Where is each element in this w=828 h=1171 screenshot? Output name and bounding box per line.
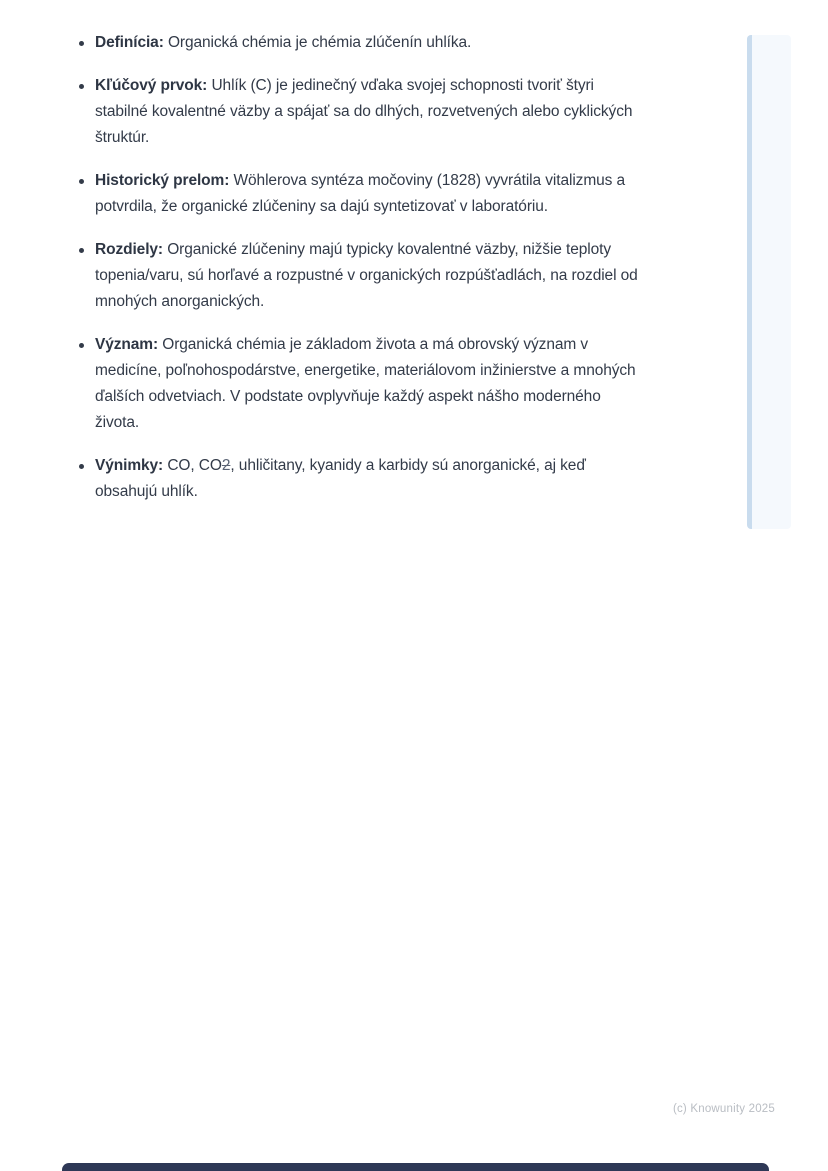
list-item [78,237,638,315]
text-segment-plain: Organická chémia je základom života a má obrovský význam v medicíne, poľnohospodárstve, energetike, materiálovom inžinierstve a mnohých ďalších odvetviach. V podstate ovplyvňuje každý aspekt nášho moderného života. [95,336,636,431]
text-segment-bold: Výnimky: [95,457,164,474]
text-segment-strike: 2 [221,457,231,474]
text-segment-plain: Organické zlúčeniny majú typicky kovalentné väzby, nižšie teploty topenia/varu, sú horľavé a rozpustné v organických rozpúšťadlách, na rozdiel od mnohých anorganických. [95,241,638,310]
text-segment-bold: Rozdiely: [95,241,163,258]
text-segment-bold: Historický prelom: [95,172,230,189]
next-page-top-edge [62,1163,769,1171]
list-item [78,332,638,436]
text-segment-plain: Organická chémia je chémia zlúčenín uhlíka. [163,34,472,51]
notes-content [78,30,638,522]
bullet-list [78,30,638,505]
text-segment-plain: , uhličitany, kyanidy a karbidy sú anorganické, aj keď obsahujú uhlík. [95,457,586,500]
copyright-footer: (c) Knowunity 2025 [672,1103,775,1115]
list-item [78,30,638,56]
text-segment-plain: Uhlík (C) je jedinečný vďaka svojej schopnosti tvoriť štyri stabilné kovalentné väzby a spájať sa do dlhých, rozvetvených alebo cyklických štruktúr. [95,77,633,146]
text-segment-bold: Definícia: [95,34,164,51]
text-segment-bold: Význam: [95,336,159,353]
text-segment-plain: Wöhlerova syntéza močoviny (1828) vyvrátila vitalizmus a potvrdila, že organické zlúčeniny sa dajú syntetizovať v laboratóriu. [95,172,626,215]
page-scroll-highlight[interactable] [747,35,791,529]
list-item [78,73,638,151]
list-item [78,168,638,220]
text-segment-bold: Kľúčový prvok: [95,77,208,94]
list-item [78,453,638,505]
text-segment-plain: CO, CO [163,457,222,474]
